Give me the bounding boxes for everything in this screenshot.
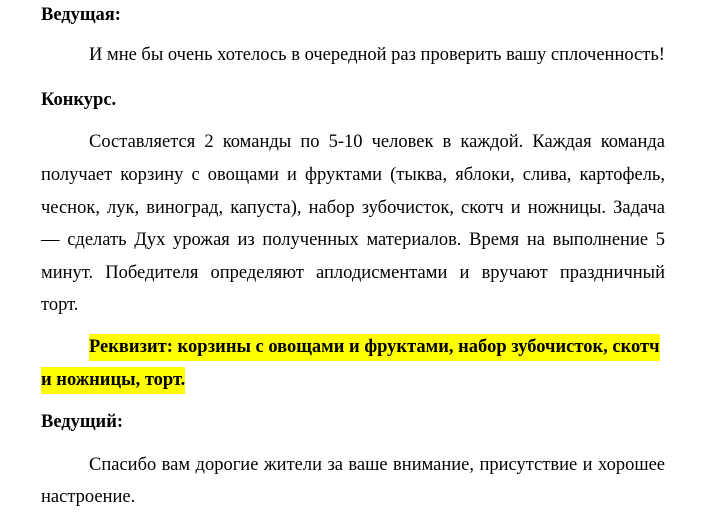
heading-presenter-male: Ведущий: bbox=[41, 412, 124, 432]
contest-line: Составляется 2 команды по 5-10 человек в каждой. Каждая команда bbox=[89, 132, 665, 152]
heading-contest: Конкурс. bbox=[41, 90, 117, 110]
closing-line: настроение. bbox=[41, 487, 136, 507]
contest-line: чеснок, лук, виноград, капуста), набор зубочисток, скотч и ножницы. Задача bbox=[41, 198, 665, 218]
closing-line: Спасибо вам дорогие жители за ваше внимание, присутствие и хорошее bbox=[89, 455, 665, 475]
props-line-wrapper bbox=[41, 369, 665, 391]
props-line: и ножницы, торт. bbox=[41, 367, 185, 394]
contest-line: минут. Победителя определяют аплодисментами и вручают праздничный bbox=[41, 263, 665, 283]
paragraph-intro: И мне бы очень хотелось в очередной раз проверить вашу сплоченность! bbox=[89, 45, 665, 65]
contest-line: торт. bbox=[41, 295, 79, 315]
props-line: Реквизит: корзины с овощами и фруктами, набор зубочисток, скотч bbox=[89, 334, 660, 361]
contest-line: — сделать Дух урожая из полученных материалов. Время на выполнение 5 bbox=[41, 230, 665, 250]
heading-presenter-female: Ведущая: bbox=[41, 5, 121, 25]
contest-line: получает корзину с овощами и фруктами (тыква, яблоки, слива, картофель, bbox=[41, 165, 665, 185]
props-line-wrapper bbox=[89, 336, 665, 358]
